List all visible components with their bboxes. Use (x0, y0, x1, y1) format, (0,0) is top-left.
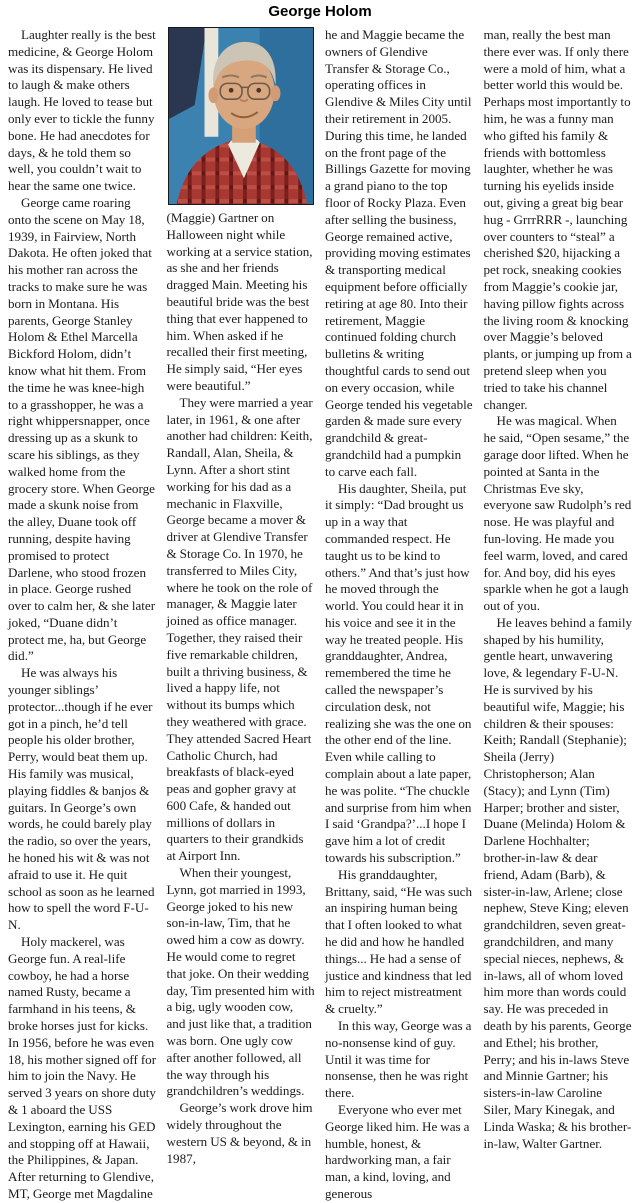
text-column-4 (484, 27, 633, 1203)
text-column-3 (325, 27, 474, 1203)
obituary-paragraph: They were married a year later, in 1961, & one after another had children: Keith, Randall, Alan, Sheila, & Lynn. After a short stint working for his dad as a mechanic in Flaxville, George became a mover & driver at Glendive Transfer & Storage Co. In 1970, he transferred to Miles City, where he took on the role of manager, & Maggie later joined as office manager. Together, they raised their five remarkable children, built a thriving business, & lived a happy life, not without its bumps which they weathered with grace. They attended Sacred Heart Catholic Church, had breakfasts of black-eyed peas and gopher gravy at 600 Cafe, & handed out millions of dollars in quarters to their grandkids at Airport Inn. (166, 394, 313, 864)
obituary-paragraph: Holy mackerel, was George fun. A real-life cowboy, he had a horse named Rusty, became a farmhand in his teens, & broke horses just for kicks. In 1956, before he was even 18, his mother signed off for him to join the Navy. He served 3 years on shore duty & 1 aboard the USS Lexington, earning his GED and stopping off at Hawaii, the Philippines, & Japan. After returning to Glendive, MT, George met Magdaline (8, 934, 157, 1201)
obituary-paragraph: he and Maggie became the owners of Glendive Transfer & Storage Co., operating offices in Glendive & Miles City until their retirement in 2005. During this time, he landed on the front page of the Billings Gazette for moving a grand piano to the top floor of Rocky Plaza. Even after selling the business, George remained active, providing moving estimates & transporting medical equipment before officially retiring at age 80. Into their retirement, Maggie continued folding church bulletins & writing thoughtful cards to send out on every occasion, while George tended his vegetable garden & made sure every grandchild & great-grandchild had a pumpkin to carve each fall. (325, 27, 473, 479)
text-column-2 (167, 27, 316, 1203)
obituary-paragraph: He was magical. When he said, “Open sesame,” the garage door lifted. When he pointed at Santa in the Christmas Eve sky, everyone saw Rudolph’s red nose. He was playful and fun-loving. He made you feel warm, loved, and cared for. And boy, did his eyes sparkle when he got a laugh out of you. (483, 413, 632, 614)
page-title: George Holom (268, 3, 372, 20)
obituary-paragraph: George came roaring onto the scene on May 18, 1939, in Fairview, North Dakota. He often joked that his mother ran across the tracks to make sure he was born in Montana. His parents, George Stanley Holom & Ethel Marcella Bickford Holom, didn’t know what hit them. From the time he was knee-high to a grasshopper, he was a right whippersnapper, once dressing up as a skunk to scare his siblings, as they walked home from the grocery store. When George made a skunk noise from the alley, Duane took off running, despite having promised to protect Darlene, who stood frozen in place. George rushed over to calm her, & she later joked, “Duane didn’t protect me, ha, but George did.” (8, 194, 156, 664)
text-column-1 (8, 27, 157, 1203)
obituary-paragraph: Everyone who ever met George liked him. He was a humble, honest, & hardworking man, a fair man, a kind, loving, and generous (325, 1102, 470, 1201)
obituary-paragraph: In this way, George was a no-nonsense kind of guy. Until it was time for nonsense, then he was right there. (325, 1018, 472, 1101)
obituary-paragraph: His daughter, Sheila, put it simply: “Dad brought us up in a way that commanded respect. He taught us to be kind to others.” And that’s just how he moved through the world. You could hear it in his voice and see it in the way he treated people. His granddaughter, Andrea, remembered the time he called the newspaper’s circulation desk, not realizing she was the one on the other end of the line. Even while calling to complain about a late paper, he was polite. “The chuckle and surprise from him when I said ‘Grandpa?’...I hope I gave him a lot of credit towards his subscription.” (325, 480, 472, 866)
obituary-paragraph: He was always his younger siblings’ protector...though if he ever got in a pinch, he’d tell people his older brother, Perry, would beat them up. His family was musical, playing fiddles & banjos & guitars. In George’s own words, he could barely play the radio, so over the years, he honed his wit & was not afraid to use it. He quit school as soon as he learned how to spell the word F-U-N. (8, 665, 155, 933)
obituary-paragraph: When their youngest, Lynn, got married in 1993, George joked to his new son-in-law, Tim, that he owed him a cow as dowry. He would come to regret that joke. On their wedding day, Tim presented him with a big, ugly wooden cow, and just like that, a tradition was born. One ugly cow after another followed, all the way through his grandchildren’s weddings. (166, 865, 315, 1099)
portrait-photo-graphic (169, 28, 313, 204)
obituary-columns (8, 27, 632, 1203)
obituary-paragraph: (Maggie) Gartner on Halloween night while working at a service station, as she and her friends dragged Main. Meeting his beautiful bride was the best thing that ever happened to him. When asked if he recalled their first meeting, He simply said, “Her eyes were beautiful.” (166, 210, 313, 393)
obituary-paragraph: His granddaughter, Brittany, said, “He was such an inspiring human being that I often looked to what he did and how he handled things... He had a sense of justice and kindness that led him to reject mistreatment & cruelty.” (325, 866, 473, 1017)
obituary-paragraph: Laughter really is the best medicine, & George Holom was its dispensary. He lived to laugh & make others laugh. He loved to tease but only ever to tickle the funny bone. He had anecdotes for days, & he told them so well, you couldn’t wait to hear the same one twice. (8, 27, 156, 194)
obituary-paragraph: He leaves behind a family shaped by his humility, gentle heart, unwavering love, & legendary F-U-N. He is survived by his beautiful wife, Maggie; his children & their spouses: Keith; Randall (Stephanie); Sheila (Jerry) Christopherson; Alan (Stacy); and Lynn (Tim) Harper; brother and sister, Duane (Melinda) Holom & Darlene Hochhalter; brother-in-law & dear friend, Adam (Barb), & sister-in-law, Arlene; close nephew, Steve King; eleven grandchildren, seven great-grandchildren, and many special nieces, nephews, & in-laws, all of whom loved him more than words could say. He was preceded in death by his parents, George and Ethel; his brother, Perry; and his in-laws Steve and Minnie Gartner; his sisters-in-law Caroline Siler, Mary Kinegak, and Linda Waska; & his brother-in-law, Walter Gartner. (483, 614, 633, 1151)
portrait-photo (168, 27, 314, 205)
obituary-paragraph: man, really the best man there ever was. If only there were a mold of him, what a better world this would be. Perhaps most importantly to him, he was a funny man who gifted his family & friends with bottomless laughter, whether he was turning his eyelids inside out, giving a great big bear hug - GrrrRRR -, launching over counters to “steal” a cherished $20, hijacking a pet rock, sneaking cookies from Maggie’s cookie jar, having pillow fights across the living room & knocking over Maggie’s beloved plants, or jumping up from a pretend sleep when you tried to take his channel changer. (483, 27, 632, 412)
obituary-paragraph: George’s work drove him widely throughout the western US & beyond, & in 1987, (166, 1100, 313, 1166)
